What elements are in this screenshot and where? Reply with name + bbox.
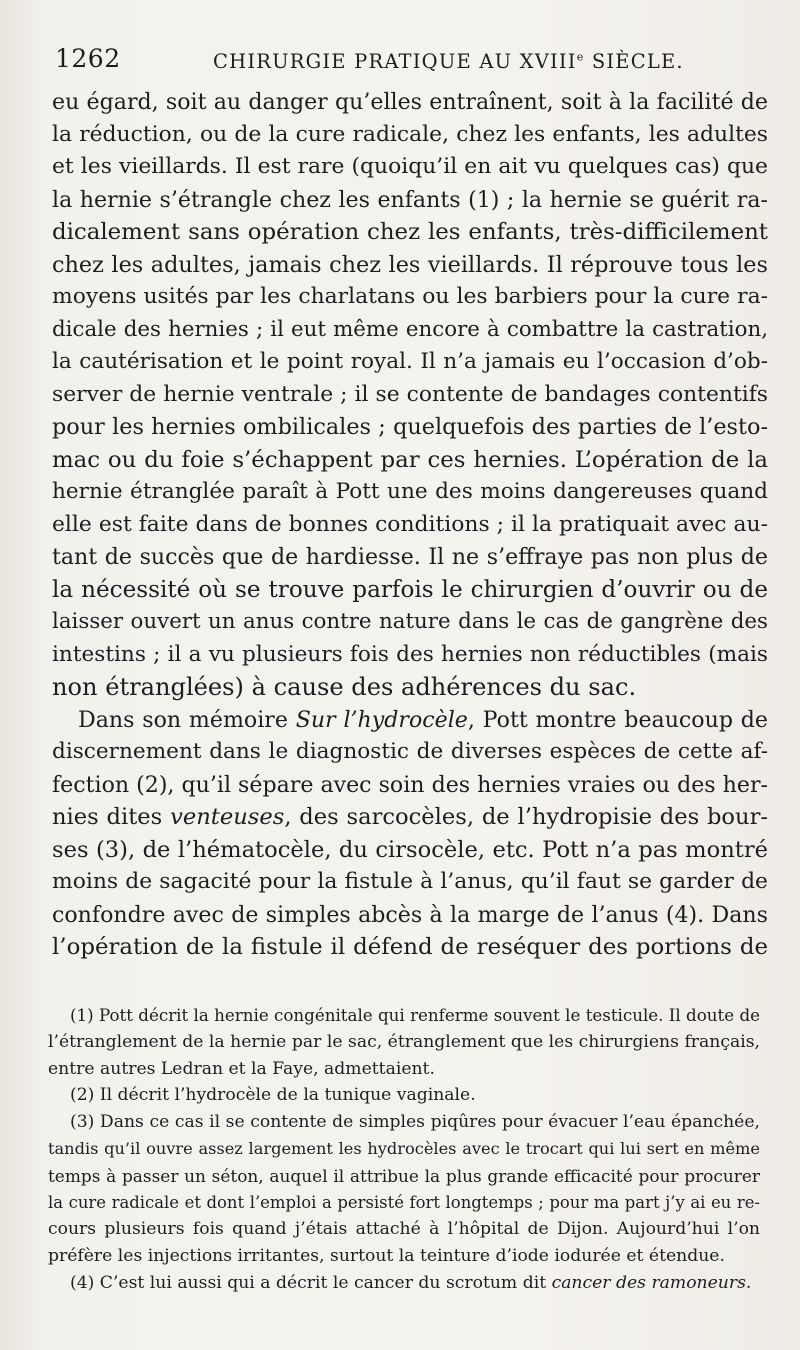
text-line: la réduction, ou de la cure radicale, chez les enfants, les adultes	[52, 121, 768, 147]
text-line: dicalement sans opération chez les enfants, très-difficilement	[52, 219, 768, 245]
text-line: ses (3), de l’hématocèle, du cirsocèle, etc. Pott n’a pas montré	[52, 836, 768, 863]
text-segment: , des sarcocèles, de l’hydropisie des bour-	[284, 804, 769, 830]
footnote-line	[48, 1270, 760, 1297]
text-line: mac ou du foie s’échappent par ces hernies. L’opération de la	[52, 446, 768, 473]
text-line: l’opération de la fistule il défend de reséquer des portions de	[52, 934, 768, 960]
text-line: non étranglées) à cause des adhérences du sac.	[52, 673, 637, 701]
text-segment: Dans son mémoire	[78, 706, 296, 733]
text-line: discernement dans le diagnostic de diverses espèces de cette af-	[52, 739, 768, 764]
footnote-line: entre autres Ledran et la Faye, admettaient.	[48, 1058, 435, 1079]
text-line: laisser ouvert un anus contre nature dans le cas de gangrène des	[52, 609, 768, 634]
text-line: et les vieillards. Il est rare (quoiqu’il en ait vu quelques cas) que	[52, 154, 768, 179]
footnote-line: temps à passer un séton, auquel il attribue la plus grande efficacité pour procurer	[48, 1165, 760, 1186]
text-line: la cautérisation et le point royal. Il n’a jamais eu l’occasion d’ob-	[52, 349, 768, 374]
text-line	[52, 801, 768, 834]
text-segment: .	[745, 1272, 752, 1293]
text-line: confondre avec de simples abcès à la marge de l’anus (4). Dans	[52, 901, 768, 928]
italic-term: venteuses	[170, 804, 285, 830]
running-head-end: SIÈCLE.	[584, 50, 684, 73]
footnote-line: tandis qu’il ouvre assez largement les hydrocèles avec le trocart qui lui sert en même	[48, 1138, 760, 1158]
italic-term: cancer des ramoneurs	[551, 1272, 746, 1293]
text-line: elle est faite dans de bonnes conditions ; il la pratiquait avec au-	[52, 511, 768, 537]
footnote-line: (1) Pott décrit la hernie congénitale qui renferme souvent le testicule. Il doute de	[70, 1005, 760, 1025]
running-head-superscript: e	[576, 50, 585, 64]
text-segment: (4) C’est lui aussi qui a décrit le cancer du scrotum dit	[70, 1272, 552, 1293]
text-line: server de hernie ventrale ; il se contente de bandages contentifs	[52, 381, 768, 407]
footnote-line: la cure radicale et dont l’emploi a persisté fort longtemps ; pour ma part j’y ai eu re-	[48, 1192, 760, 1212]
running-head	[213, 50, 684, 73]
footnote-line: (2) Il décrit l’hydrocèle de la tunique vaginale.	[70, 1085, 476, 1106]
running-head-main: CHIRURGIE PRATIQUE AU XVIII	[213, 50, 577, 73]
footnote-line: (3) Dans ce cas il se contente de simples piqûres pour évacuer l’eau épanchée,	[70, 1112, 760, 1133]
text-line: la hernie s’étrangle chez les enfants (1) ; la hernie se guérit ra-	[52, 186, 768, 213]
footnote-line: préfère les injections irritantes, surtout la teinture d’iode iodurée et étendue.	[48, 1246, 725, 1267]
text-line: eu égard, soit au danger qu’elles entraînent, soit à la facilité de	[52, 89, 768, 115]
text-segment: nies dites	[52, 804, 171, 830]
footnotes	[48, 1002, 760, 1297]
text-line: pour les hernies ombilicales ; quelquefois des parties de l’esto-	[52, 414, 768, 440]
text-line: tant de succès que de hardiesse. Il ne s’effraye pas non plus de	[52, 544, 768, 570]
text-line: chez les adultes, jamais chez les vieillards. Il réprouve tous les	[52, 251, 768, 278]
page-number: 1262	[55, 44, 121, 73]
text-segment: , Pott montre beaucoup de	[467, 706, 768, 733]
text-line: dicale des hernies ; il eut même encore à combattre la castration,	[52, 316, 768, 342]
memoir-title-italic: Sur l’hydrocèle	[295, 706, 468, 733]
text-line: hernie étranglée paraît à Pott une des moins dangereuses quand	[52, 479, 768, 504]
body-text	[52, 86, 768, 964]
text-line: moyens usités par les charlatans ou les barbiers pour la cure ra-	[52, 284, 768, 309]
paragraph-start-line	[52, 704, 768, 737]
footnote-line: l’étranglement de la hernie par le sac, étranglement que les chirurgiens français,	[48, 1031, 760, 1052]
page-header	[55, 44, 735, 78]
text-line: fection (2), qu’il sépare avec soin des hernies vraies ou des her-	[52, 771, 768, 798]
text-line: moins de sagacité pour la fistule à l’anus, qu’il faut se garder de	[52, 869, 768, 894]
text-line: la nécessité où se trouve parfois le chirurgien d’ouvrir ou de	[52, 576, 768, 603]
footnote-line: cours plusieurs fois quand j’étais attaché à l’hôpital de Dijon. Aujourd’hui l’on	[48, 1219, 760, 1240]
text-line: intestins ; il a vu plusieurs fois des hernies non réductibles (mais	[52, 641, 768, 667]
